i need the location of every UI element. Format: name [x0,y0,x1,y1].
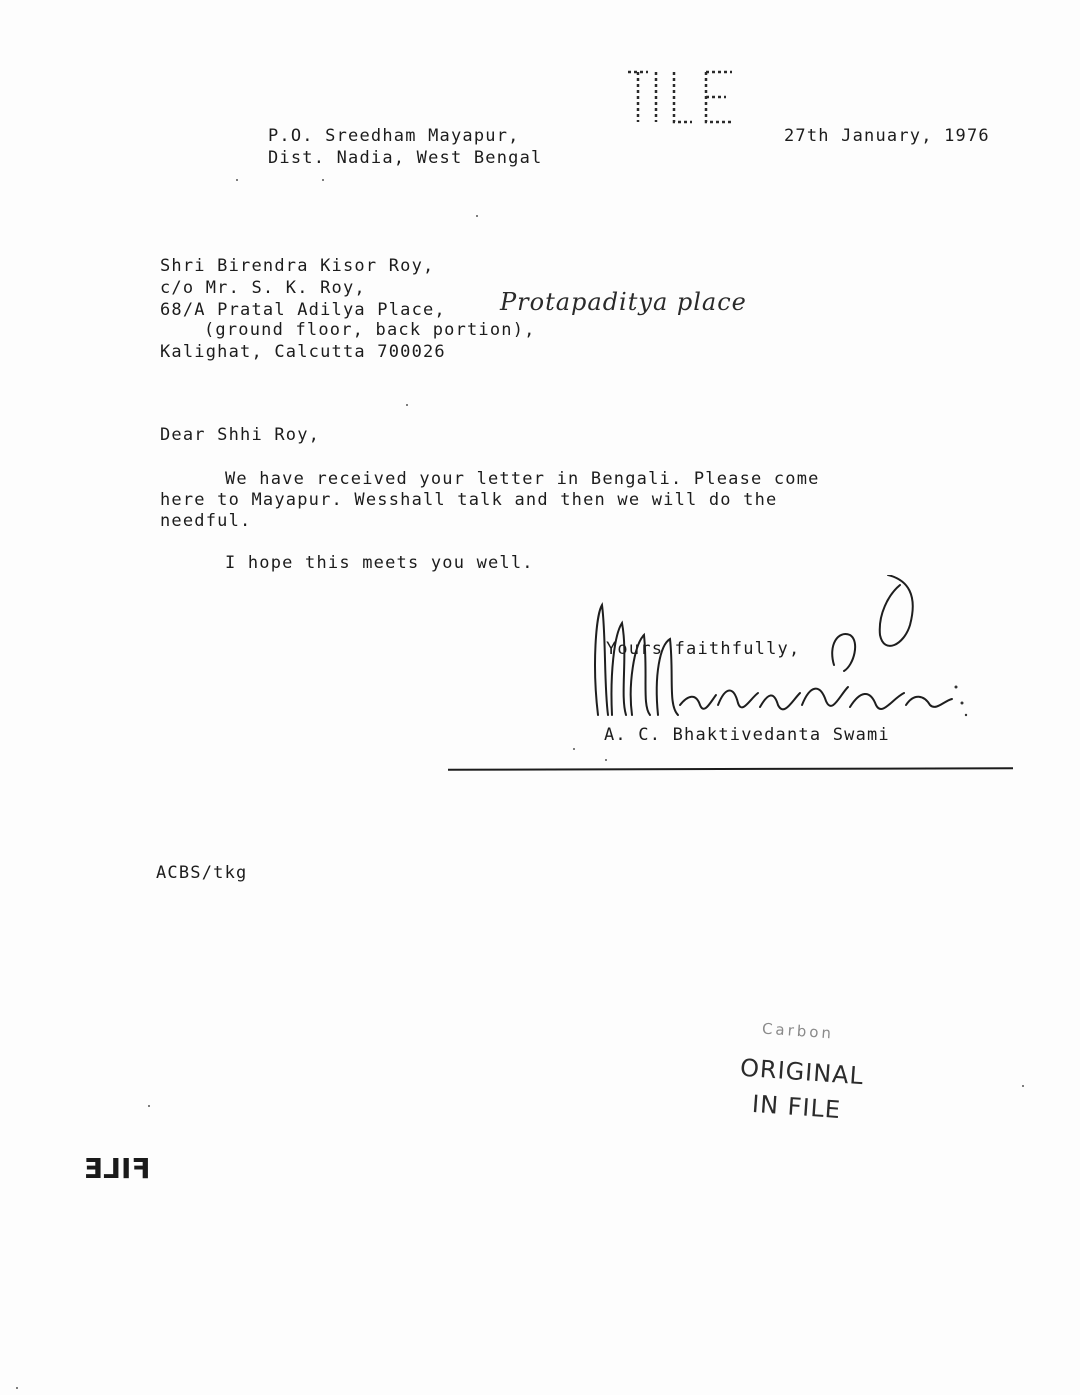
body-paragraph-line2: here to Mayapur. Wesshall talk and then we will do the [160,490,778,510]
sender-address-line2: Dist. Nadia, West Bengal [268,148,543,168]
body-paragraph-2: I hope this meets you well. [225,553,534,573]
recipient-line4: (ground floor, back portion), [204,320,536,340]
body-paragraph-line3: needful. [160,511,252,531]
file-mark-bottom: FILE [84,1152,151,1185]
speck [406,404,408,406]
speck [605,759,607,761]
body-paragraph-line1: We have received your letter in Bengali. Please come [225,469,820,489]
original-stamp-line2: IN FILE [751,1089,842,1125]
file-stamp-top-graphic [622,62,747,134]
handwritten-signature [588,575,973,735]
file-stamp-top [622,62,747,134]
recipient-line1: Shri Birendra Kisor Roy, [160,256,435,276]
reference-initials: ACBS/tkg [156,863,248,883]
recipient-line3: 68/A Pratal Adilya Place, [160,300,446,320]
speck [148,1105,150,1107]
recipient-line5: Kalighat, Calcutta 700026 [160,342,446,362]
speck [573,748,575,750]
speck [322,179,324,181]
typed-signatory-name: A. C. Bhaktivedanta Swami [604,725,890,745]
speck [1022,1085,1024,1087]
handwritten-correction: Protapaditya place [500,288,747,316]
signature-graphic [588,575,973,735]
sender-address-line1: P.O. Sreedham Mayapur, [268,126,520,146]
speck [16,1387,18,1389]
original-stamp-line1: ORIGINAL [739,1053,865,1091]
speck [476,215,478,217]
salutation: Dear Shhi Roy, [160,425,321,445]
valediction: Yours faithfully, [606,639,801,659]
speck [236,179,238,181]
signature-rule [448,767,1013,770]
letter-date: 27th January, 1976 [784,126,990,146]
carbon-stamp-text: Carbon [761,1019,835,1043]
recipient-line2: c/o Mr. S. K. Roy, [160,278,366,298]
